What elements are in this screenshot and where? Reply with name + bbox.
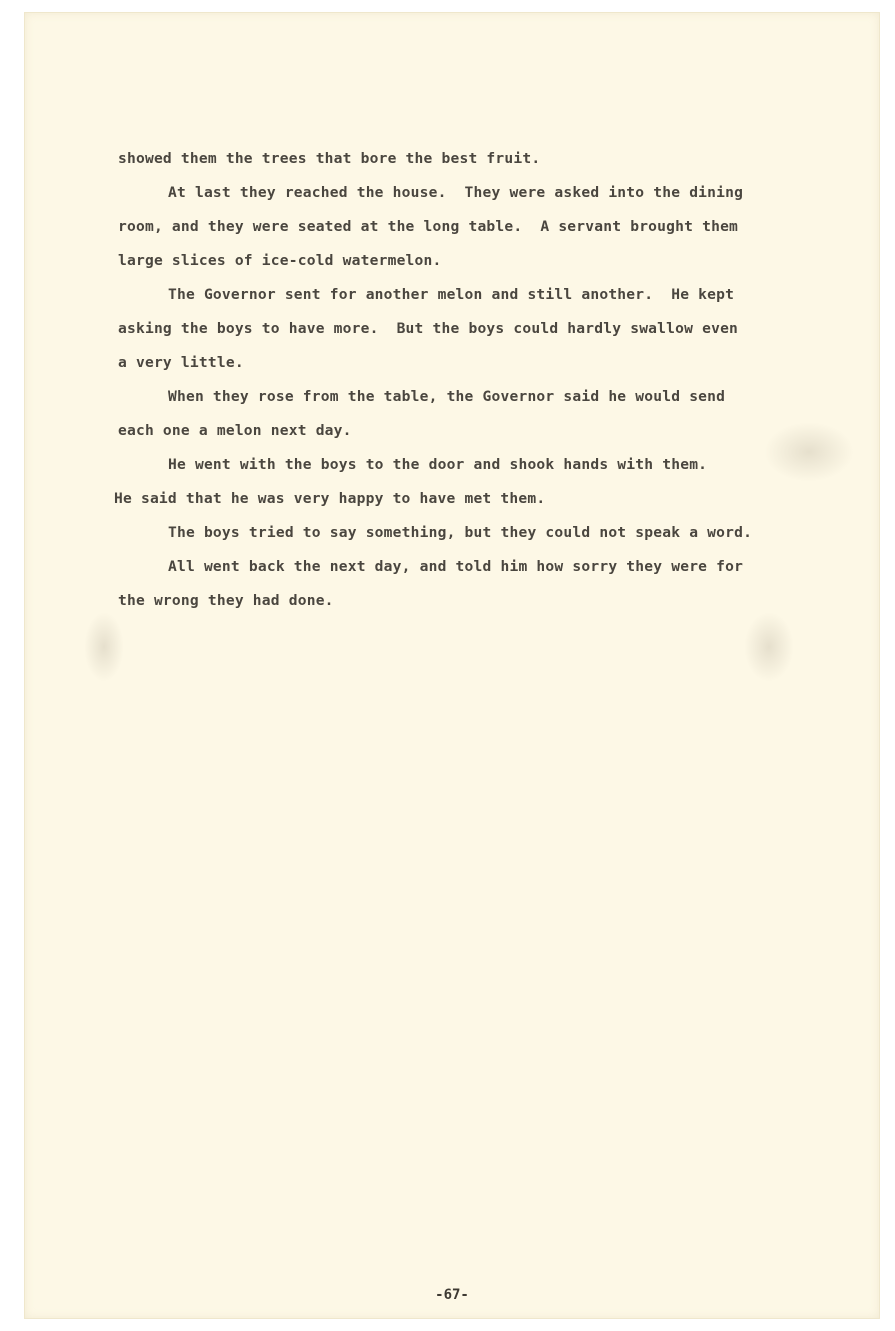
text-line: All went back the next day, and told him how sorry they were for (168, 558, 744, 575)
text-line: room, and they were seated at the long table. A servant brought them (118, 218, 739, 235)
text-line: He went with the boys to the door and shook hands with them. (168, 456, 708, 473)
text-line: large slices of ice-cold watermelon. (118, 252, 442, 269)
stain-smudge (744, 612, 794, 682)
typed-text-body (114, 142, 818, 618)
text-line: When they rose from the table, the Governor said he would send (168, 388, 726, 405)
text-line: a very little. (118, 354, 244, 371)
text-line: each one a melon next day. (118, 422, 352, 439)
text-line: The boys tried to say something, but they could not speak a word. (168, 524, 753, 541)
stain-smudge (84, 612, 124, 682)
text-line: At last they reached the house. They were asked into the dining (168, 184, 744, 201)
page-number: -67- (435, 1287, 469, 1303)
text-line: He said that he was very happy to have met them. (114, 490, 546, 507)
text-line: the wrong they had done. (118, 592, 334, 609)
text-line: asking the boys to have more. But the boys could hardly swallow even (118, 320, 739, 337)
paper-sheet (24, 12, 880, 1319)
text-line: showed them the trees that bore the best fruit. (118, 150, 541, 167)
text-line: The Governor sent for another melon and still another. He kept (168, 286, 735, 303)
